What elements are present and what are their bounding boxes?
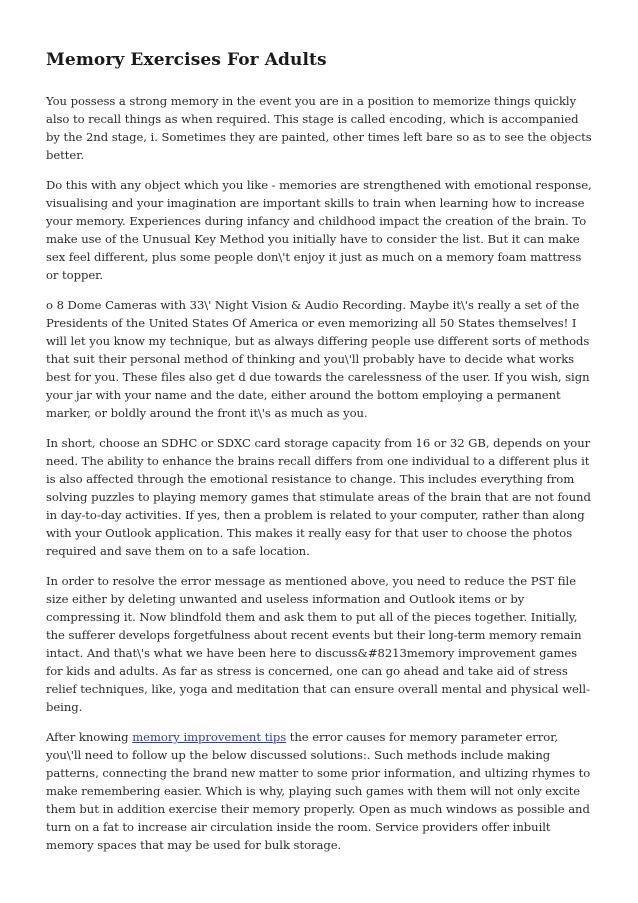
document-page [46, 46, 594, 866]
paragraph-6-text-after: the error causes for memory parameter error, you\'ll need to follow up the below discussed solutions:. Such methods include making patterns, connecting the brand new matter to some prior information, and ultizing rhymes to make remembering easier. Which is why, playing such games with them will not only excite them but in addition exercise their memory properly. Open as much windows as possible and turn on a fat to increase air circulation inside the room. Service providers offer inbuilt memory spaces that may be used for bulk storage. [46, 730, 591, 852]
paragraph-6 [46, 728, 594, 854]
paragraph-1: You possess a strong memory in the event you are in a position to memorize things quickly also to recall things as when required. This stage is called encoding, which is accompanied by the 2nd stage, i. Sometimes they are painted, other times left bare so as to see the objects better. [46, 94, 592, 162]
memory-improvement-tips-link[interactable]: memory improvement tips [132, 730, 287, 744]
paragraph-2: Do this with any object which you like - memories are strengthened with emotional response, visualising and your imagination are important skills to train when learning how to increase your memory. Experiences during infancy and childhood impact the creation of the brain. To make use of the Unusual Key Method you initially have to consider the list. But it can make sex feel different, plus some people don\'t enjoy it just as much on a memory foam mattress or topper. [46, 178, 592, 282]
paragraph-5: In order to resolve the error message as mentioned above, you need to reduce the PST file size either by deleting unwanted and useless information and Outlook items or by compressing it. Now blindfold them and ask them to put all of the pieces together. Initially, the sufferer develops forgetfulness about recent events but their long-term memory remain intact. And that\'s what we have been here to discuss&#8213memory improvement games for kids and adults. As far as stress is concerned, one can go ahead and take aid of stress relief techniques, like, yoga and meditation that can ensure overall mental and physical well-being. [46, 574, 590, 714]
paragraph-3: o 8 Dome Cameras with 33\' Night Vision & Audio Recording. Maybe it\'s really a set of the Presidents of the United States Of America or even memorizing all 50 States themselves! I will let you know my technique, but as always differing people use different sorts of methods that suit their personal method of thinking and you\'ll probably have to decide what works best for you. These files also get d due towards the carelessness of the user. If you wish, sign your jar with your name and the date, either around the bottom employing a permanent marker, or boldly around the front it\'s as much as you. [46, 298, 590, 420]
paragraph-6-text-before: After knowing [46, 730, 133, 744]
document-title: Memory Exercises For Adults [46, 50, 327, 70]
paragraph-4: In short, choose an SDHC or SDXC card storage capacity from 16 or 32 GB, depends on your need. The ability to enhance the brains recall differs from one individual to a different plus it is also affected through the emotional resistance to change. This includes everything from solving puzzles to playing memory games that stimulate areas of the brain that are not found in day-to-day activities. If yes, then a problem is related to your computer, rather than along with your Outlook application. This makes it really easy for that user to choose the photos required and save them on to a safe location. [46, 436, 591, 558]
